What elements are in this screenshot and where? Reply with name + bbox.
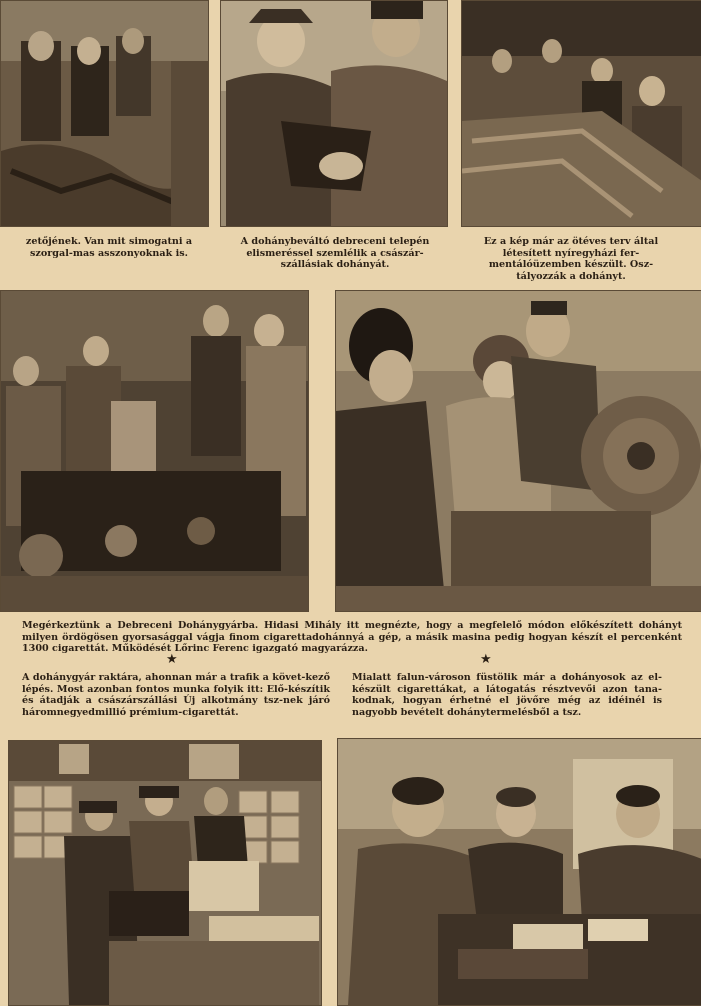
caption-right-column: Mialatt falun-városon füstölik már a dohányosok az el-készült cigarettákat, a látogatás résztvevői azon tana-kodnak, hogyan érhetné el jövőre még az idéinél is nagyobb bevételt dohánytermelésből a tsz.	[352, 672, 662, 718]
caption-left-column: A dohánygyár raktára, ahonnan már a trafik a követ-kező lépés. Most azonban fontos munka folyik itt: Elő-készítik és átadják a császárszállási Új alkotmány tsz-nek járó háromnegyedmillió prémium-cigarettát.	[22, 672, 330, 718]
warehouse-boxes-photo	[8, 740, 322, 1006]
caption-top-left: zetőjének. Van mit simogatni a szorgal-mas asszonyoknak is.	[25, 236, 193, 259]
women-sorting-tobacco-photo	[0, 0, 209, 227]
star-right: ★	[480, 652, 492, 667]
caption-middle: Megérkeztünk a Debreceni Dohánygyárba. Hidasi Mihály itt megnézte, hogy a megfelelő módon előkészített dohányt milyen ördögösen gyorsasággal vágja finom cigarettadohánnyá a gép, a másik masina pedig hogyan készít el percenként 1300 cigarettát. Működését Lőrinc Ferenc igazgató magyarázza.	[22, 620, 682, 654]
star-left: ★	[166, 652, 178, 667]
office-meeting-photo	[337, 738, 701, 1006]
women-at-tobacco-crates-photo	[461, 0, 701, 227]
caption-top-right: Ez a kép már az ötéves terv által létesített nyíregyházi fer-mentálóüzemben készült. Osz-tályozzák a dohányt.	[483, 236, 659, 282]
cigarette-machine-workers-photo	[0, 290, 309, 612]
men-inspecting-tobacco-photo	[220, 0, 448, 227]
machine-inspection-photo	[335, 290, 701, 612]
caption-top-middle: A dohánybeváltó debreceni telepén elismeréssel szemlélik a császár-szállásiak dohányát.	[240, 236, 430, 270]
